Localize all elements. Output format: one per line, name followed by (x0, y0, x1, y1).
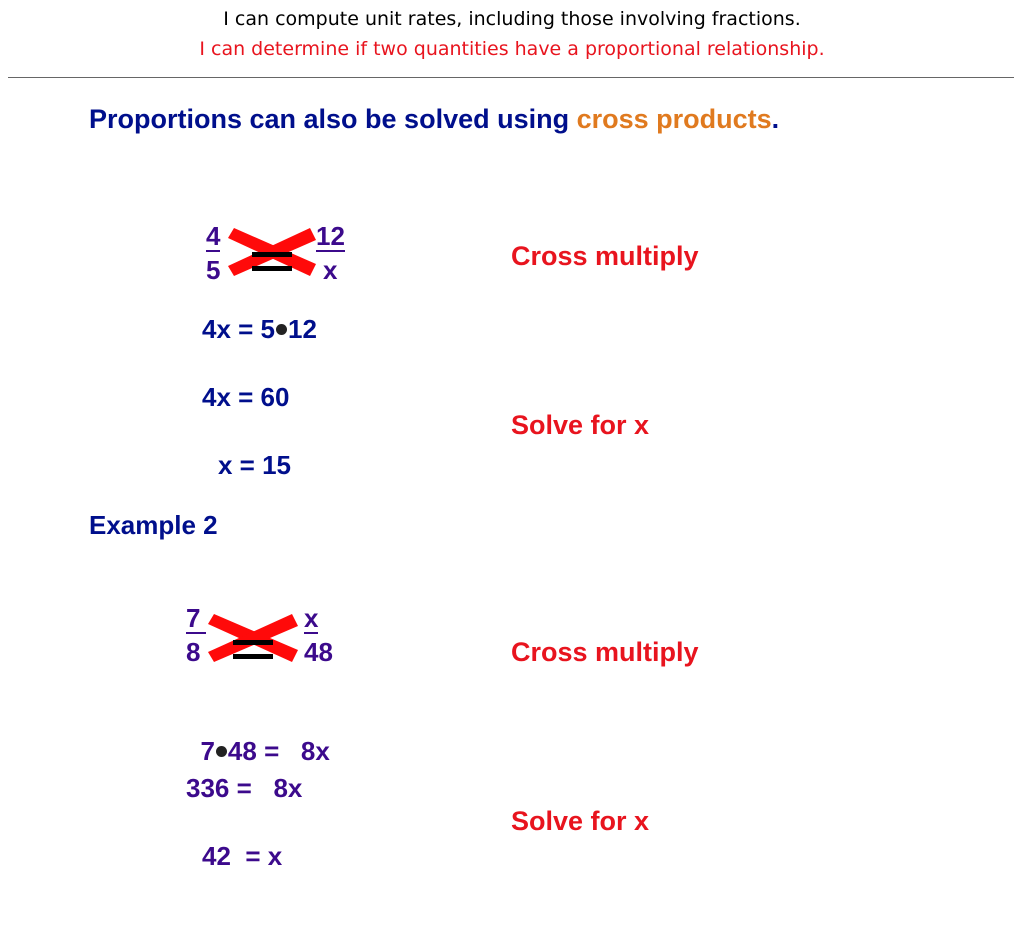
ex2-step1-right: 48 = 8x (227, 736, 330, 766)
ex2-right-denominator: 48 (304, 637, 333, 667)
intro-prefix: Proportions can also be solved using (89, 104, 577, 134)
example2-title: Example 2 (89, 510, 218, 540)
ex2-left-denominator: 8 (186, 637, 201, 667)
ex1-right-denominator: x (323, 255, 338, 285)
ex1-right-numerator: 12 (316, 221, 345, 251)
ex1-left-numerator: 4 (206, 221, 221, 251)
ex2-solve-note: Solve for x (511, 806, 650, 836)
ex1-left-denominator: 5 (206, 255, 221, 285)
ex1-solve-note: Solve for x (511, 410, 650, 440)
ex2-step2: 336 = 8x (186, 773, 303, 803)
intro-sentence (89, 104, 779, 135)
header-divider (8, 77, 1014, 78)
multiply-dot-icon (216, 746, 227, 757)
ex2-left-numerator: 7 (186, 604, 206, 634)
ex1-step3: x = 15 (218, 450, 292, 480)
ex2-cross-arrows (204, 612, 302, 664)
ex2-cross-multiply-note: Cross multiply (511, 637, 699, 667)
learning-target-2: I can determine if two quantities have a proportional relationship. (199, 38, 825, 60)
ex2-step3: 42 = x (202, 841, 283, 871)
ex2-step1 (186, 705, 330, 767)
multiply-dot-icon (276, 324, 287, 335)
ex1-step1-right: 12 (288, 314, 317, 344)
ex1-cross-multiply-note: Cross multiply (511, 241, 699, 271)
intro-highlight: cross products (576, 104, 772, 134)
learning-target-1: I can compute unit rates, including those involving fractions. (223, 8, 801, 30)
ex1-step2: 4x = 60 (202, 382, 290, 412)
ex1-step1 (202, 314, 317, 345)
ex1-step1-left: 4x = 5 (202, 314, 276, 344)
intro-suffix: . (771, 104, 780, 134)
ex1-cross-arrows (224, 226, 320, 278)
ex2-step1-left: 7 (200, 736, 215, 766)
ex2-right-numerator: x (304, 603, 319, 633)
slide-header (0, 0, 1024, 64)
